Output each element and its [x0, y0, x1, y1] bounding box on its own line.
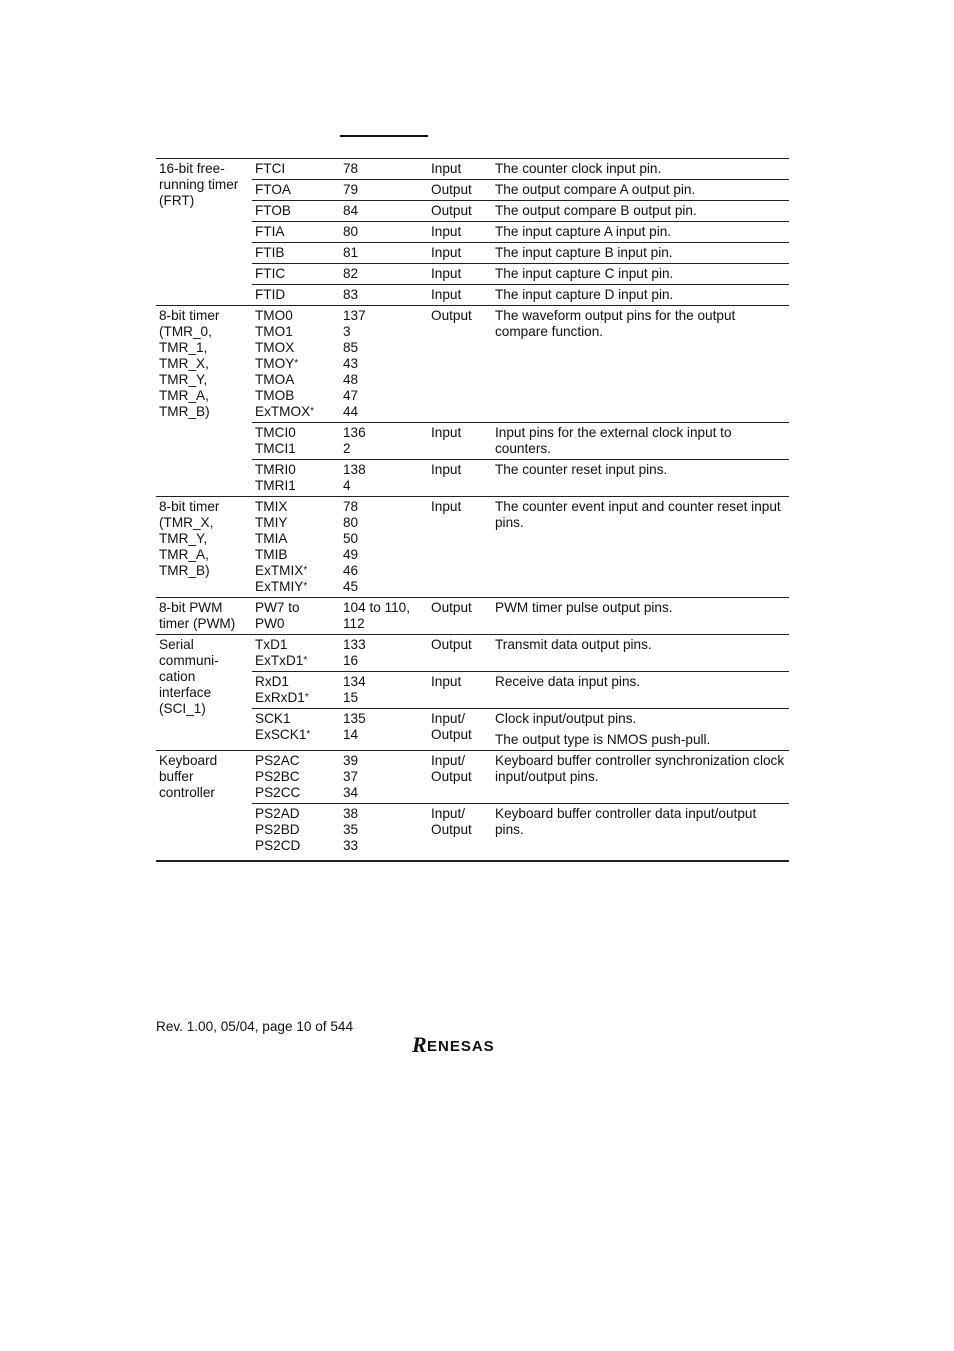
- function-cell: [156, 306, 252, 497]
- description-cell: [492, 635, 789, 672]
- description-text: Keyboard buffer controller data input/output pins.: [495, 806, 757, 837]
- description-text: The output compare A output pin.: [495, 182, 696, 197]
- symbol-text: PS2CC: [255, 785, 301, 800]
- function-cell: [156, 751, 252, 862]
- pin-number-cell: [340, 285, 428, 306]
- symbol-text: FTIA: [255, 224, 285, 239]
- io-text: Input: [431, 224, 462, 239]
- symbol-text: TMOY*: [255, 356, 299, 371]
- io-text: Output: [431, 727, 472, 742]
- io-text: Output: [431, 822, 472, 837]
- symbol-text: TMRI1: [255, 478, 296, 493]
- pin-number-text: 33: [343, 838, 359, 853]
- io-cell: [428, 804, 492, 862]
- description-cell: [492, 709, 789, 751]
- renesas-logo: [412, 1035, 534, 1060]
- symbol-text: ExTMIY*: [255, 579, 308, 594]
- pin-number-text: 38: [343, 806, 359, 821]
- symbol-text: TMCI0: [255, 425, 296, 440]
- symbol-text: ExSCK1*: [255, 727, 311, 742]
- pin-number-text: 133: [343, 637, 366, 652]
- pin-number-text: 43: [343, 356, 359, 371]
- pin-number-cell: [340, 672, 428, 709]
- io-cell: [428, 222, 492, 243]
- description-text: The counter reset input pins.: [495, 462, 668, 477]
- io-cell: [428, 709, 492, 751]
- io-text: Output: [431, 308, 472, 323]
- pin-number-text: 37: [343, 769, 359, 784]
- pin-number-cell: [340, 423, 428, 460]
- description-text: The counter event input and counter reset input pins.: [495, 499, 781, 530]
- description-text: Keyboard buffer controller synchronization clock input/output pins.: [495, 753, 785, 784]
- io-cell: [428, 180, 492, 201]
- pin-number-cell: [340, 264, 428, 285]
- function-text: (SCI_1): [159, 701, 206, 716]
- pin-number-text: 81: [343, 245, 359, 260]
- description-cell: [492, 804, 789, 862]
- logo-r-letter: R: [412, 1035, 427, 1055]
- symbol-text: TMRI0: [255, 462, 296, 477]
- symbol-cell: [252, 264, 340, 285]
- pin-number-text: 35: [343, 822, 359, 837]
- io-cell: [428, 159, 492, 180]
- function-text: TMR_B): [159, 404, 210, 419]
- io-cell: [428, 306, 492, 423]
- description-text: PWM timer pulse output pins.: [495, 600, 673, 615]
- io-cell: [428, 672, 492, 709]
- symbol-text: FTCI: [255, 161, 286, 176]
- pin-number-cell: [340, 497, 428, 598]
- io-text: Input: [431, 674, 462, 689]
- function-text: Serial: [159, 637, 194, 652]
- description-cell: [492, 201, 789, 222]
- symbol-text: PW7 to: [255, 600, 300, 615]
- pin-number-text: 138: [343, 462, 366, 477]
- pin-number-text: 34: [343, 785, 359, 800]
- pin-number-text: 104 to 110,: [343, 600, 411, 615]
- function-text: running timer: [159, 177, 239, 192]
- pin-number-text: 39: [343, 753, 359, 768]
- description-cell: [492, 264, 789, 285]
- pin-number-cell: [340, 598, 428, 635]
- io-text: Output: [431, 769, 472, 784]
- function-text: cation: [159, 669, 196, 684]
- pin-number-text: 50: [343, 531, 359, 546]
- table-row: [156, 598, 789, 635]
- symbol-text: PS2BD: [255, 822, 300, 837]
- io-text: Input: [431, 266, 462, 281]
- symbol-text: ExTMOX*: [255, 404, 315, 419]
- symbol-text: PS2AC: [255, 753, 300, 768]
- page-footer-revision: Rev. 1.00, 05/04, page 10 of 544: [156, 1019, 354, 1034]
- pin-number-text: 3: [343, 324, 351, 339]
- function-text: 8-bit timer: [159, 308, 220, 323]
- pin-number-text: 44: [343, 404, 359, 419]
- description-text: Transmit data output pins.: [495, 637, 652, 652]
- pin-number-text: 79: [343, 182, 359, 197]
- io-cell: [428, 635, 492, 672]
- renesas-logo-graphic: [412, 1035, 534, 1055]
- description-text: The input capture C input pin.: [495, 266, 674, 281]
- io-text: Input: [431, 499, 462, 514]
- footnote-asterisk: *: [310, 406, 315, 417]
- io-text: Input: [431, 245, 462, 260]
- function-text: 8-bit PWM: [159, 600, 223, 615]
- pin-number-text: 82: [343, 266, 359, 281]
- function-text: (FRT): [159, 193, 195, 208]
- function-text: timer (PWM): [159, 616, 236, 631]
- pin-number-text: 78: [343, 161, 359, 176]
- description-cell: [492, 222, 789, 243]
- symbol-cell: [252, 306, 340, 423]
- symbol-text: FTOA: [255, 182, 292, 197]
- description-cell: [492, 598, 789, 635]
- symbol-text: PS2BC: [255, 769, 300, 784]
- symbol-text: SCK1: [255, 711, 291, 726]
- description-cell: [492, 306, 789, 423]
- function-text: TMR_Y,: [159, 531, 208, 546]
- symbol-cell: [252, 598, 340, 635]
- symbol-text: TxD1: [255, 637, 288, 652]
- footnote-asterisk: *: [306, 729, 311, 740]
- pin-number-text: 83: [343, 287, 359, 302]
- pin-number-cell: [340, 804, 428, 862]
- symbol-cell: [252, 180, 340, 201]
- function-text: TMR_A,: [159, 547, 209, 562]
- function-text: TMR_B): [159, 563, 210, 578]
- footnote-asterisk: *: [304, 692, 309, 703]
- io-text: Input: [431, 287, 462, 302]
- symbol-text: FTIB: [255, 245, 285, 260]
- symbol-cell: [252, 635, 340, 672]
- table-row: [156, 751, 789, 804]
- header-rule: [340, 135, 428, 137]
- pin-number-cell: [340, 243, 428, 264]
- io-cell: [428, 460, 492, 497]
- pin-number-text: 112: [343, 616, 365, 631]
- function-text: 16-bit free-: [159, 161, 225, 176]
- table-row: [156, 635, 789, 672]
- function-text: TMR_A,: [159, 388, 209, 403]
- symbol-text: TMO0: [255, 308, 293, 323]
- pin-number-cell: [340, 709, 428, 751]
- io-text: Input/: [431, 711, 466, 726]
- description-cell: [492, 497, 789, 598]
- io-cell: [428, 423, 492, 460]
- function-text: TMR_X,: [159, 356, 209, 371]
- io-text: Input: [431, 425, 462, 440]
- symbol-cell: [252, 751, 340, 804]
- symbol-cell: [252, 243, 340, 264]
- footnote-asterisk: *: [303, 655, 308, 666]
- description-text: Receive data input pins.: [495, 674, 641, 689]
- function-cell: [156, 598, 252, 635]
- io-cell: [428, 201, 492, 222]
- pin-function-table: [156, 158, 789, 862]
- function-text: interface: [159, 685, 212, 700]
- symbol-text: TMO1: [255, 324, 293, 339]
- symbol-text: TMIX: [255, 499, 288, 514]
- pin-table-body: [156, 159, 789, 862]
- symbol-text: TMOA: [255, 372, 295, 387]
- symbol-cell: [252, 159, 340, 180]
- pin-number-cell: [340, 159, 428, 180]
- description-text: The output type is NMOS push-pull.: [495, 732, 711, 747]
- description-cell: [492, 460, 789, 497]
- logo-enesas-letters: ENESAS: [427, 1038, 495, 1055]
- description-cell: [492, 159, 789, 180]
- pin-number-text: 49: [343, 547, 359, 562]
- pin-number-text: 137: [343, 308, 366, 323]
- pin-number-text: 47: [343, 388, 359, 403]
- symbol-cell: [252, 285, 340, 306]
- description-cell: [492, 243, 789, 264]
- table-row: [156, 306, 789, 423]
- pin-number-text: 15: [343, 690, 359, 705]
- description-cell: [492, 751, 789, 804]
- description-cell: [492, 285, 789, 306]
- symbol-text: PS2AD: [255, 806, 300, 821]
- symbol-text: FTID: [255, 287, 286, 302]
- pin-number-text: 4: [343, 478, 351, 493]
- pin-number-text: 80: [343, 515, 359, 530]
- description-cell: [492, 180, 789, 201]
- symbol-cell: [252, 497, 340, 598]
- pin-number-cell: [340, 306, 428, 423]
- description-text: The counter clock input pin.: [495, 161, 662, 176]
- function-cell: [156, 497, 252, 598]
- pin-number-text: 45: [343, 579, 359, 594]
- pin-number-text: 135: [343, 711, 366, 726]
- pin-number-text: 46: [343, 563, 359, 578]
- function-text: TMR_1,: [159, 340, 208, 355]
- io-cell: [428, 285, 492, 306]
- io-cell: [428, 751, 492, 804]
- io-text: Input: [431, 161, 462, 176]
- pin-number-cell: [340, 201, 428, 222]
- symbol-text: TMCI1: [255, 441, 296, 456]
- function-text: TMR_Y,: [159, 372, 208, 387]
- function-cell: [156, 635, 252, 751]
- pin-number-cell: [340, 180, 428, 201]
- symbol-text: FTOB: [255, 203, 292, 218]
- pin-number-cell: [340, 460, 428, 497]
- footnote-asterisk: *: [294, 358, 299, 369]
- pin-number-text: 16: [343, 653, 359, 668]
- pin-number-text: 136: [343, 425, 366, 440]
- pin-number-text: 78: [343, 499, 359, 514]
- description-text: The waveform output pins for the output compare function.: [495, 308, 736, 339]
- symbol-cell: [252, 460, 340, 497]
- symbol-text: TMOX: [255, 340, 295, 355]
- symbol-text: TMIY: [255, 515, 288, 530]
- symbol-text: FTIC: [255, 266, 286, 281]
- description-text: The output compare B output pin.: [495, 203, 697, 218]
- footnote-asterisk: *: [303, 565, 308, 576]
- footnote-asterisk: *: [303, 581, 308, 592]
- symbol-cell: [252, 222, 340, 243]
- description-text: The input capture B input pin.: [495, 245, 673, 260]
- pin-number-text: 14: [343, 727, 359, 742]
- symbol-text: ExTMIX*: [255, 563, 308, 578]
- description-cell: [492, 672, 789, 709]
- table-row: [156, 159, 789, 180]
- pin-number-text: 84: [343, 203, 359, 218]
- description-cell: [492, 423, 789, 460]
- io-text: Input/: [431, 806, 466, 821]
- io-text: Output: [431, 203, 472, 218]
- pin-number-text: 85: [343, 340, 359, 355]
- symbol-text: ExTxD1*: [255, 653, 308, 668]
- pin-number-cell: [340, 635, 428, 672]
- io-text: Output: [431, 182, 472, 197]
- symbol-text: TMIB: [255, 547, 288, 562]
- io-text: Output: [431, 637, 472, 652]
- function-text: controller: [159, 785, 215, 800]
- symbol-text: TMIA: [255, 531, 288, 546]
- io-cell: [428, 264, 492, 285]
- function-text: communi-: [159, 653, 219, 668]
- function-text: Keyboard: [159, 753, 218, 768]
- pin-number-text: 48: [343, 372, 359, 387]
- symbol-text: TMOB: [255, 388, 295, 403]
- description-text: Clock input/output pins.: [495, 711, 637, 726]
- symbol-text: PS2CD: [255, 838, 301, 853]
- description-text: Input pins for the external clock input to counters.: [495, 425, 732, 456]
- pin-number-cell: [340, 751, 428, 804]
- symbol-cell: [252, 672, 340, 709]
- description-text: The input capture A input pin.: [495, 224, 672, 239]
- io-text: Output: [431, 600, 472, 615]
- io-cell: [428, 243, 492, 264]
- function-text: 8-bit timer: [159, 499, 220, 514]
- pin-number-text: 80: [343, 224, 359, 239]
- pin-number-text: 134: [343, 674, 366, 689]
- table-row: [156, 497, 789, 598]
- function-text: (TMR_0,: [159, 324, 212, 339]
- io-cell: [428, 497, 492, 598]
- description-text: The input capture D input pin.: [495, 287, 674, 302]
- io-cell: [428, 598, 492, 635]
- symbol-cell: [252, 201, 340, 222]
- symbol-cell: [252, 804, 340, 862]
- symbol-cell: [252, 709, 340, 751]
- symbol-text: RxD1: [255, 674, 289, 689]
- symbol-text: ExRxD1*: [255, 690, 309, 705]
- function-cell: [156, 159, 252, 306]
- function-text: (TMR_X,: [159, 515, 214, 530]
- pin-number-cell: [340, 222, 428, 243]
- symbol-cell: [252, 423, 340, 460]
- pin-number-text: 2: [343, 441, 351, 456]
- symbol-text: PW0: [255, 616, 285, 631]
- io-text: Input: [431, 462, 462, 477]
- function-text: buffer: [159, 769, 194, 784]
- io-text: Input/: [431, 753, 466, 768]
